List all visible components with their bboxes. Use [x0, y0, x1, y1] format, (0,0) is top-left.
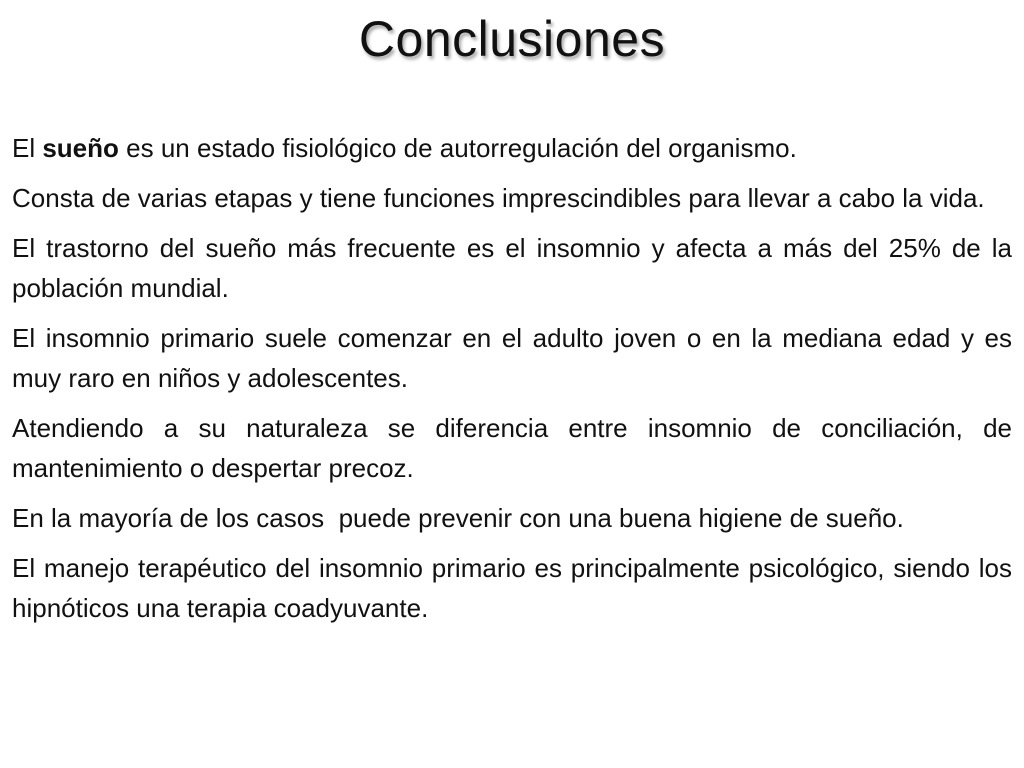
slide-title: Conclusiones — [358, 11, 666, 67]
paragraph-sleep-definition — [12, 128, 1012, 168]
paragraph-treatment: El manejo terapéutico del insomnio primario es principalmente psicológico, siendo los hipnóticos una terapia coadyuvante. — [12, 553, 1012, 623]
paragraph-prevention: En la mayoría de los casos puede prevenir con una buena higiene de sueño. — [12, 503, 904, 533]
paragraph-text-after: es un estado fisiológico de autorregulación del organismo. — [118, 133, 797, 163]
paragraph-text-before: El — [12, 133, 43, 163]
paragraph-primary-insomnia-onset: El insomnio primario suele comenzar en el adulto joven o en la mediana edad y es muy raro en niños y adolescentes. — [12, 323, 1012, 393]
paragraph-insomnia-frequency: El trastorno del sueño más frecuente es el insomnio y afecta a más del 25% de la población mundial. — [12, 233, 1012, 303]
paragraph-stages: Consta de varias etapas y tiene funciones imprescindibles para llevar a cabo la vida. — [12, 183, 985, 213]
slide-body — [12, 128, 1012, 638]
emphasized-word: sueño — [42, 133, 119, 163]
paragraph-insomnia-types: Atendiendo a su naturaleza se diferencia entre insomnio de conciliación, de mantenimiento o despertar precoz. — [12, 413, 1012, 483]
